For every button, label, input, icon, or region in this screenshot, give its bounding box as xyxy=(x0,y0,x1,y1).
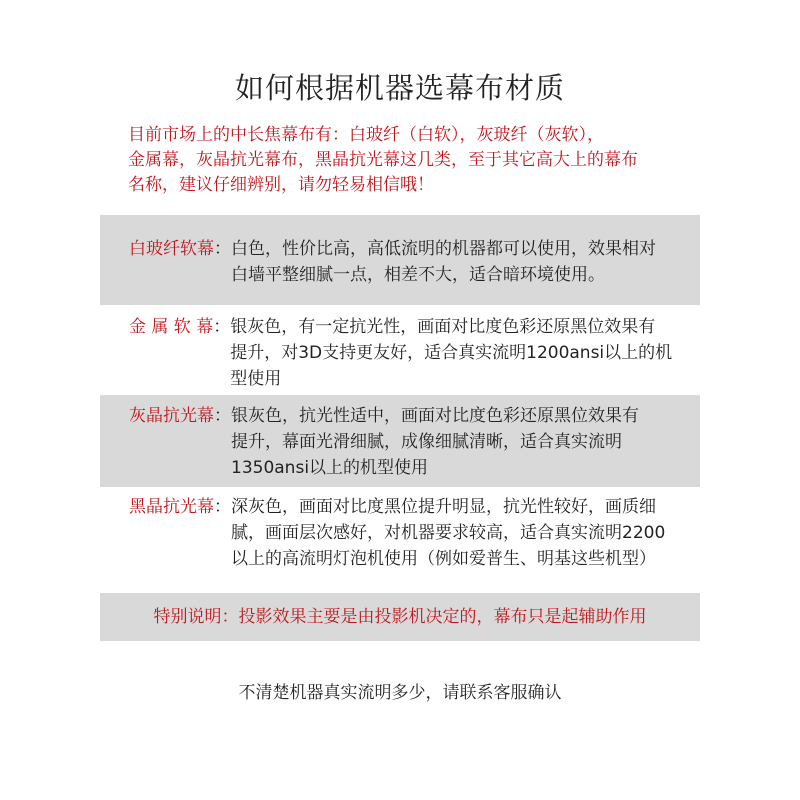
special-note: 特别说明：投影效果主要是由投影机决定的，幕布只是起辅助作用 xyxy=(100,593,700,641)
screen-row-black-crystal xyxy=(129,494,671,572)
description-line: 型使用 xyxy=(230,369,282,389)
description-line: 腻，画面层次感好，对机器要求较高，适合真实流明2200 xyxy=(231,523,666,543)
screen-colon: ： xyxy=(213,317,231,337)
screen-label: 金 属 软 幕 xyxy=(129,317,214,337)
screen-row-white-glass-fiber xyxy=(129,236,671,288)
screen-row-gray-crystal xyxy=(129,403,671,481)
screen-description xyxy=(231,494,671,572)
description-line: 深灰色，画面对比度黑位提升明显，抗光性较好，画质细 xyxy=(231,497,656,517)
screen-label: 黑晶抗光幕 xyxy=(129,497,214,517)
screen-label: 灰晶抗光幕 xyxy=(129,406,214,426)
description-line: 提升，对3D支持更友好，适合真实流明1200ansi以上的机 xyxy=(230,343,673,363)
intro-line: 金属幕，灰晶抗光幕布，黑晶抗光幕这几类，至于其它高大上的幕布 xyxy=(128,150,638,170)
description-line: 银灰色，有一定抗光性，画面对比度色彩还原黑位效果有 xyxy=(230,317,656,337)
screen-colon: ： xyxy=(214,406,231,426)
page-title: 如何根据机器选幕布材质 xyxy=(234,71,565,105)
description-line: 银灰色，抗光性适中，画面对比度色彩还原黑位效果有 xyxy=(231,406,639,426)
description-line: 白墙平整细腻一点，相差不大，适合暗环境使用。 xyxy=(231,265,605,285)
screen-description xyxy=(230,314,673,392)
intro-line: 目前市场上的中长焦幕布有：白玻纤（白软），灰玻纤（灰软）， xyxy=(128,125,604,145)
description-line: 白色，性价比高，高低流明的机器都可以使用，效果相对 xyxy=(231,239,656,259)
intro-line: 名称，建议仔细辨别，请勿轻易相信哦！ xyxy=(128,175,434,195)
description-line: 1350ansi以上的机型使用 xyxy=(231,458,429,478)
intro-text xyxy=(128,123,708,198)
screen-description xyxy=(231,236,671,288)
screen-row-metal xyxy=(129,314,673,392)
description-line: 以上的高流明灯泡机使用（例如爱普生、明基这些机型） xyxy=(231,549,656,569)
screen-description xyxy=(231,403,671,481)
screen-colon: ： xyxy=(214,239,231,259)
screen-label: 白玻纤软幕 xyxy=(129,239,214,259)
description-line: 提升，幕面光滑细腻，成像细腻清晰，适合真实流明 xyxy=(231,432,622,452)
screen-colon: ： xyxy=(214,497,231,517)
footer-text: 不清楚机器真实流明多少，请联系客服确认 xyxy=(238,683,562,703)
